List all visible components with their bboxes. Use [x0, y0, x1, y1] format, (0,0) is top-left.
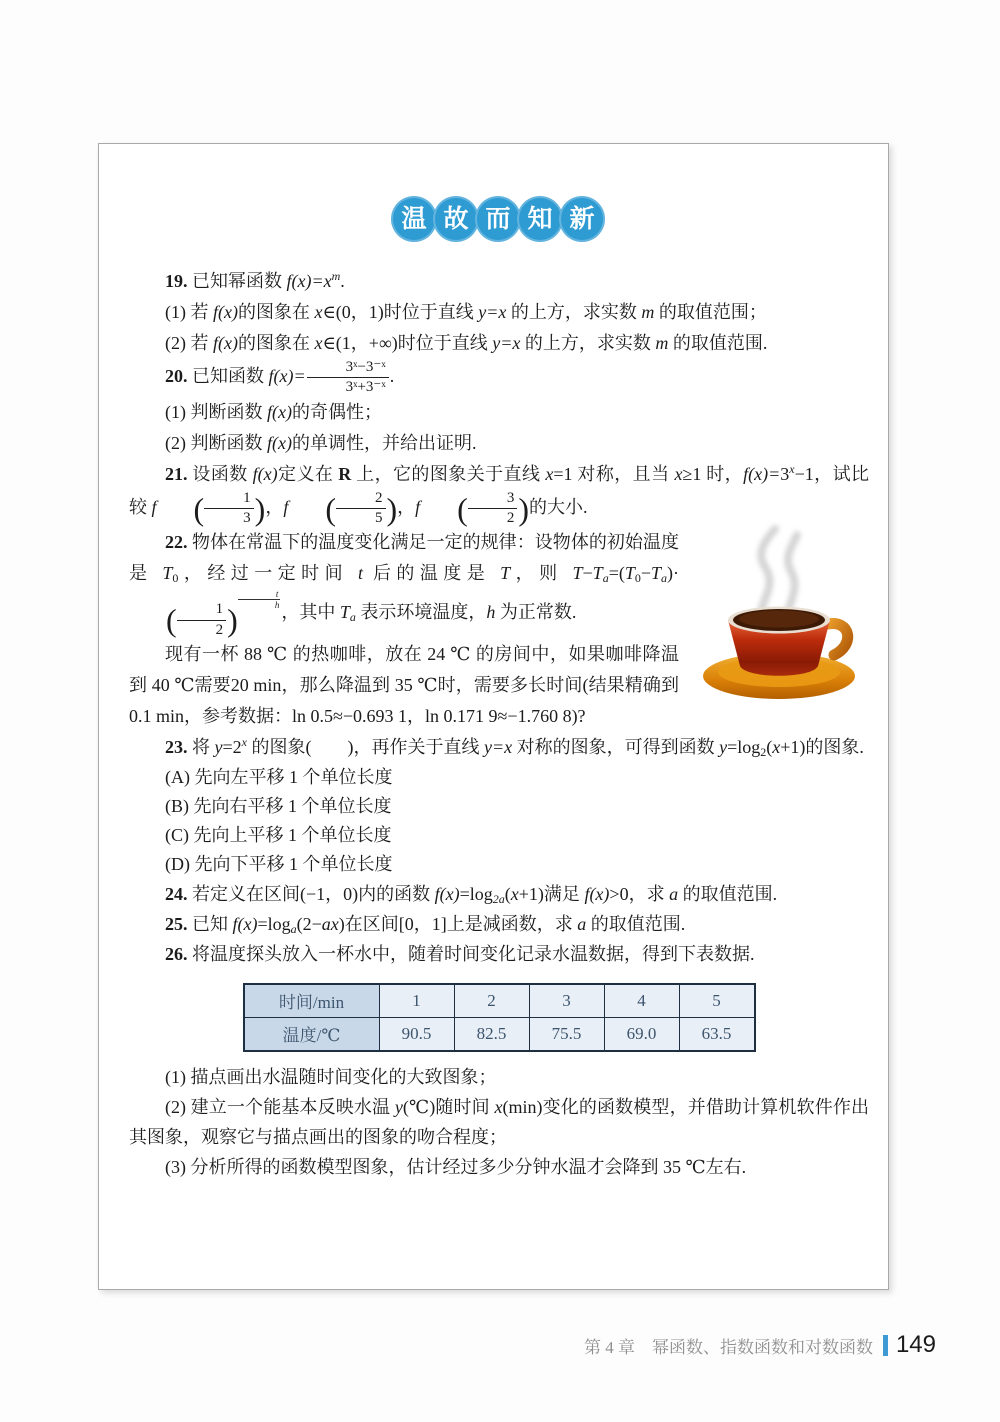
question-23-option-a: (A) 先向左平移 1 个单位长度 — [165, 766, 393, 787]
question-19-intro: 19. 已知幂函数 $f(x)=x^m$. — [165, 269, 345, 291]
table-cell: 69.0 — [604, 1017, 679, 1051]
table-cell: 75.5 — [529, 1017, 604, 1051]
badge-circle: 故 — [433, 196, 479, 242]
question-23-option-c: (C) 先向上平移 1 个单位长度 — [165, 824, 392, 845]
table-cell: 5 — [679, 984, 755, 1018]
question-20-item-2: (2) 判断函数 f(x)的单调性，并给出证明. — [165, 432, 477, 453]
section-badge-review — [391, 196, 607, 242]
table-cell: 3 — [529, 984, 604, 1018]
coffee-cup-illustration — [691, 521, 877, 705]
badge-circle: 温 — [391, 196, 437, 242]
question-24: 24. 若定义在区间(−1，0)内的函数 $f(x)=\log_{2a}(x+1)$满足 f(x)>0，求 a 的取值范围. — [165, 883, 778, 906]
question-25: 25. 已知 $f(x)=\log_a(2-ax)$在区间[0，1]上是减函数，求 a 的取值范围. — [165, 913, 686, 936]
cup-handle — [828, 624, 848, 655]
table-cell: 82.5 — [454, 1017, 529, 1051]
table-header-temperature: 温度/℃ — [244, 1017, 380, 1051]
footer-chapter-title: 第 4 章 幂函数、指数函数和对数函数 — [583, 1337, 873, 1357]
question-19-item-1: (1) 若 f(x)的图象在 x∈(0，1)时位于直线 y=x 的上方，求实数 m 的取值范围； — [165, 302, 767, 322]
question-23-stem: 23. 将 $y=2^x$ 的图象( )，再作关于直线 y=x 对称的图象，可得到函数 $y=\log_2(x+1)$的图象. — [165, 734, 864, 759]
question-19-item-2: (2) 若 f(x)的图象在 x∈(1，+∞)时位于直线 y=x 的上方，求实数 m 的取值范围. — [165, 333, 768, 353]
footer-divider-bar — [883, 1335, 888, 1356]
table-header-time: 时间/min — [244, 984, 380, 1018]
question-26-sub-1: (1) 描点画出水温随时间变化的大致图象； — [165, 1066, 497, 1087]
table-cell: 90.5 — [379, 1017, 454, 1051]
question-22-para-2: 现有一杯 88 ℃ 的热咖啡，放在 24 ℃ 的房间中，如果咖啡降温到 40 ℃需要20 min，那么降温到 35 ℃时，需要多长时间(结果精确到 0.1 min，参考数据：ln 0.5≈−0.693 1，ln 0.171 9≈−1.760 8)? — [129, 643, 679, 726]
table-cell: 2 — [454, 984, 529, 1018]
coffee-highlight — [739, 611, 819, 628]
question-22-para-1: 22. 物体在常温下的温度变化满足一定的规律：设物体的初始温度是 $T_0$，经过一定时间 t 后的温度是 T，则 $T-T_a=(T_0-T_a)\cdot$( $\frac{1}{2}$ ) $\frac{t}{h}$ ，其中 $T_a$ 表示环境温度，h 为正常数. — [129, 532, 680, 639]
page-content-box — [98, 143, 889, 1290]
table-cell: 1 — [379, 984, 454, 1018]
question-26-sub-2: (2) 建立一个能基本反映水温 y(℃)随时间 x(min)变化的函数模型，并借助计算机软件作出其图象，观察它与描点画出的图象的吻合程度； — [129, 1096, 869, 1147]
badge-circle: 知 — [517, 196, 563, 242]
question-20-intro: 20. 已知函数 f(x)= $\frac{\text{3ˣ−3⁻ˣ}}{\text{3ˣ+3⁻ˣ}}$ . — [165, 359, 395, 396]
page-footer — [584, 1331, 936, 1359]
question-21: 21. 设函数 f(x)定义在 R 上，它的图象关于直线 x=1 对称，且当 x≥1 时，$f(x)=3^x-1$，试比较 f ( $\frac{1}{3}$ )，f ( $\frac{2}{5}$ )，f ( $\frac{3}{2}$ )的大小. — [129, 461, 869, 527]
table-row-time — [244, 984, 755, 1018]
badge-circle: 而 — [475, 196, 521, 242]
water-temperature-table — [243, 983, 756, 1052]
question-23-option-d: (D) 先向下平移 1 个单位长度 — [165, 853, 393, 874]
question-23-option-b: (B) 先向右平移 1 个单位长度 — [165, 795, 392, 816]
footer-page-number: 149 — [895, 1331, 936, 1358]
question-26-intro: 26. 将温度探头放入一杯水中，随着时间变化记录水温数据，得到下表数据. — [165, 943, 755, 964]
table-cell: 4 — [604, 984, 679, 1018]
badge-circle: 新 — [559, 196, 605, 242]
coffee-cup-graphic — [691, 521, 877, 705]
question-20-item-1: (1) 判断函数 f(x)的奇偶性； — [165, 401, 382, 422]
question-26-sub-3: (3) 分析所得的函数模型图象，估计经过多少分钟水温才会降到 35 ℃左右. — [165, 1156, 747, 1177]
table-row-temperature — [244, 1017, 755, 1051]
table-cell: 63.5 — [679, 1017, 755, 1051]
